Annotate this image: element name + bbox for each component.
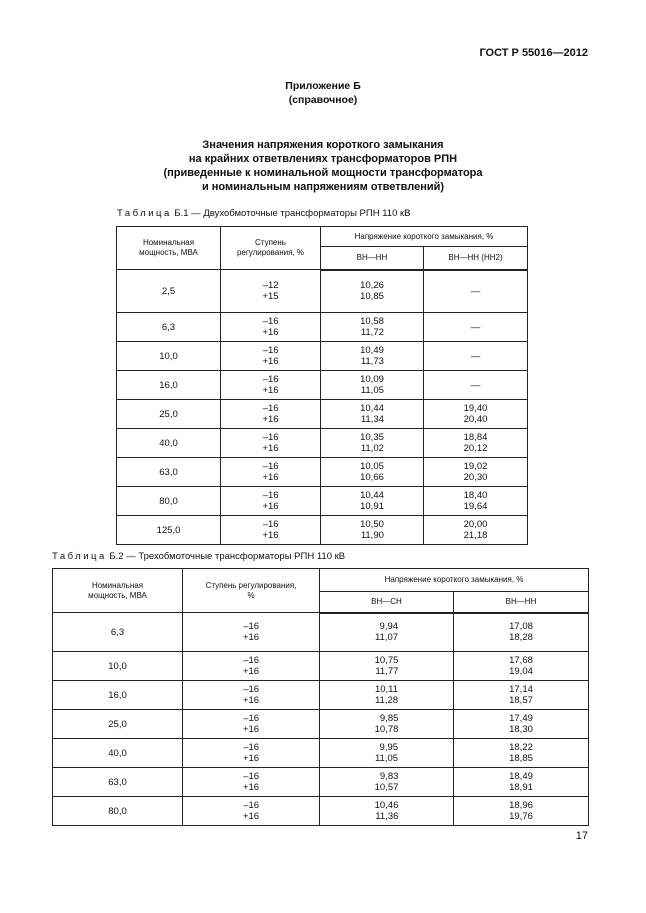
cell-v1-values — [375, 800, 399, 822]
cell-v2-value: 19,02 — [463, 461, 488, 472]
cell-v2 — [454, 613, 589, 652]
cell-step-value: –16 — [243, 713, 260, 724]
cell-v2 — [454, 768, 589, 797]
table1-caption-word: Таблица — [117, 208, 172, 219]
cell-v1-values — [360, 432, 384, 454]
cell-v1-values — [360, 316, 384, 338]
header-power: Номинальная мощность, МВА — [53, 569, 183, 613]
subheader-vn-nn: ВН—НН — [454, 592, 589, 613]
standard-number: ГОСТ Р 55016—2012 — [479, 47, 588, 59]
cell-step-value: +16 — [262, 327, 279, 338]
cell-v2-values — [509, 684, 533, 706]
table-row — [53, 739, 589, 768]
cell-v2-values — [471, 380, 481, 391]
table-row — [53, 797, 589, 826]
cell-v1-value: 9,83 — [379, 771, 399, 782]
cell-power: 2,5 — [117, 270, 221, 313]
cell-v2 — [454, 652, 589, 681]
cell-v1-value: 11,34 — [360, 414, 384, 425]
cell-v1-value: 11,05 — [360, 385, 384, 396]
cell-step-value: +16 — [242, 666, 260, 677]
cell-step-values — [262, 461, 278, 483]
cell-v2 — [454, 797, 589, 826]
cell-step-value: +16 — [242, 695, 260, 706]
cell-v2-values — [464, 519, 488, 541]
cell-v2-value: 18,28 — [509, 632, 533, 644]
cell-v2-value: 18,85 — [509, 753, 533, 764]
cell-power: 125,0 — [117, 516, 221, 545]
cell-step-values — [243, 771, 259, 793]
cell-step-values — [243, 655, 259, 677]
cell-step-value: +16 — [262, 501, 279, 512]
table-row — [117, 342, 528, 371]
cell-v1-value: 11,05 — [374, 753, 399, 764]
cell-v1 — [321, 487, 424, 516]
cell-step-value: –16 — [262, 519, 279, 530]
cell-v1-values — [360, 519, 384, 541]
cell-v1 — [321, 458, 424, 487]
cell-v2-values — [464, 490, 488, 512]
table-b2 — [52, 568, 589, 826]
cell-v2 — [424, 270, 528, 313]
cell-v1 — [321, 313, 424, 342]
cell-v1 — [320, 710, 454, 739]
cell-v2-value: 18,57 — [509, 695, 533, 706]
cell-v2-value: 19,04 — [509, 666, 533, 677]
main-title-line: Значения напряжения короткого замыкания — [202, 139, 444, 151]
cell-v2 — [424, 429, 528, 458]
cell-v1-value: 10,58 — [360, 316, 384, 327]
cell-v1-value: 11,02 — [360, 443, 384, 454]
appendix-title: Приложение Б — [285, 80, 361, 92]
cell-v1 — [320, 797, 454, 826]
cell-v2-value: 17,49 — [509, 713, 533, 724]
table-row — [117, 400, 528, 429]
cell-v1-value: 10,05 — [360, 461, 384, 472]
cell-v1-values — [375, 713, 399, 735]
cell-v1-value: 10,91 — [360, 501, 384, 512]
cell-v1-value: 10,50 — [360, 519, 384, 530]
cell-v1-values — [375, 742, 398, 764]
table2-caption-text: Б.2 — Трехобмоточные трансформаторы РПН 110 кВ — [106, 551, 346, 562]
cell-v1-value: 11,28 — [374, 695, 399, 706]
cell-v1-values — [375, 621, 398, 643]
cell-step-value: –16 — [262, 490, 279, 501]
cell-v2-value: 18,91 — [509, 782, 533, 793]
cell-v1-value: 11,36 — [375, 811, 399, 822]
header-step: Ступень регулирования, % — [221, 227, 321, 270]
cell-step — [183, 613, 320, 652]
cell-v1-value: 10,78 — [374, 724, 399, 735]
cell-v1-value: 11,90 — [360, 530, 384, 541]
cell-step — [221, 429, 321, 458]
cell-step-value: –16 — [262, 374, 279, 385]
cell-v2-value: 19,40 — [463, 403, 488, 414]
cell-step — [221, 270, 321, 313]
cell-v2-values — [464, 403, 488, 425]
cell-step — [221, 400, 321, 429]
cell-v1-value: 11,07 — [374, 632, 399, 644]
table-row — [117, 313, 528, 342]
cell-power: 80,0 — [53, 797, 183, 826]
table-row — [117, 429, 528, 458]
cell-v2-values — [509, 800, 533, 822]
cell-v2 — [424, 516, 528, 545]
cell-v2-value: 20,00 — [463, 519, 488, 530]
cell-step-value: –16 — [243, 621, 260, 632]
header-voltage: Напряжение короткого замыкания, % — [321, 227, 528, 247]
cell-v1-value: 10,11 — [374, 684, 399, 695]
cell-step — [183, 768, 320, 797]
main-title-line: (приведенные к номинальной мощности трансформатора — [163, 167, 483, 179]
cell-step-values — [262, 432, 278, 454]
table-row — [117, 371, 528, 400]
cell-v2-values — [509, 621, 533, 643]
cell-v1-value: 10,35 — [360, 432, 384, 443]
cell-v1-value: 10,44 — [360, 403, 384, 414]
cell-v1-value: 9,94 — [379, 621, 399, 633]
cell-v1-value: 10,09 — [360, 374, 384, 385]
cell-power: 6,3 — [117, 313, 221, 342]
cell-power: 25,0 — [117, 400, 221, 429]
cell-power: 40,0 — [117, 429, 221, 458]
cell-v2-value: — — [470, 285, 481, 297]
cell-step — [221, 342, 321, 371]
cell-power: 80,0 — [117, 487, 221, 516]
cell-step-value: +16 — [242, 632, 260, 643]
cell-step — [221, 371, 321, 400]
cell-v1-value: 10,75 — [374, 655, 399, 666]
cell-v1 — [321, 516, 424, 545]
cell-v1-values — [375, 771, 399, 793]
cell-step-value: –16 — [243, 800, 260, 811]
table-row — [53, 710, 589, 739]
cell-v2 — [454, 710, 589, 739]
main-title-line: на крайних ответвлениях трансформаторов РПН — [188, 153, 458, 165]
table-b1 — [116, 226, 528, 545]
cell-v2 — [454, 681, 589, 710]
cell-step-value: –16 — [262, 345, 279, 356]
cell-v1-value: 10,44 — [360, 490, 384, 501]
cell-step-values — [243, 621, 259, 643]
cell-v1-values — [360, 461, 384, 483]
table-row — [53, 681, 589, 710]
page-number: 17 — [575, 830, 588, 842]
cell-step — [183, 681, 320, 710]
cell-step-values — [262, 345, 278, 367]
cell-v1-values — [360, 345, 384, 367]
cell-step-values — [262, 280, 278, 302]
cell-v1 — [320, 681, 454, 710]
cell-step-value: +16 — [242, 753, 260, 764]
cell-v1-value: 11,72 — [360, 327, 384, 338]
cell-v1 — [321, 371, 424, 400]
cell-v2-value: 18,40 — [463, 490, 488, 501]
cell-v1-values — [360, 374, 384, 396]
cell-step — [183, 710, 320, 739]
cell-step-value: +16 — [262, 385, 279, 396]
cell-step-values — [243, 684, 259, 706]
cell-step — [221, 516, 321, 545]
cell-v2-values — [471, 351, 481, 362]
main-title — [0, 138, 646, 194]
cell-v2-value: 18,22 — [509, 742, 533, 753]
cell-power: 16,0 — [117, 371, 221, 400]
cell-v2 — [454, 739, 589, 768]
cell-v1-value: 10,46 — [374, 800, 399, 811]
cell-step-value: +16 — [262, 356, 279, 367]
cell-v2-value: — — [470, 321, 481, 333]
table-row — [53, 768, 589, 797]
cell-v2-value: 19,76 — [509, 811, 533, 822]
cell-v1 — [321, 342, 424, 371]
cell-v2-value: 20,40 — [463, 414, 488, 425]
cell-v2-value: 18,49 — [509, 771, 533, 782]
cell-step-value: +16 — [262, 472, 279, 483]
cell-v2-values — [471, 322, 481, 333]
cell-step — [221, 458, 321, 487]
header-step: Ступень регулирования, % — [183, 569, 320, 613]
cell-step-values — [262, 403, 278, 425]
cell-v1-value: 11,77 — [375, 666, 399, 677]
subheader-vn-nn: ВН—НН — [321, 247, 424, 270]
cell-v1-values — [375, 655, 399, 677]
cell-v2-value: — — [470, 350, 481, 362]
main-title-line: и номинальным напряжениям ответвлений) — [201, 181, 445, 193]
cell-v2-values — [509, 742, 533, 764]
cell-power: 16,0 — [53, 681, 183, 710]
cell-v1 — [320, 768, 454, 797]
cell-step-value: –16 — [262, 403, 279, 414]
cell-power: 63,0 — [117, 458, 221, 487]
cell-v2 — [424, 487, 528, 516]
cell-v1 — [320, 652, 454, 681]
cell-power: 6,3 — [53, 613, 183, 652]
cell-v2-values — [464, 432, 488, 454]
cell-step-values — [243, 742, 259, 764]
cell-v1 — [321, 429, 424, 458]
cell-v2-values — [509, 655, 533, 677]
table2-caption-word: Таблица — [52, 551, 107, 562]
cell-step-value: +16 — [262, 530, 279, 541]
table2-caption — [52, 551, 345, 562]
header-power: Номинальная мощность, МВА — [117, 227, 221, 270]
cell-v2-values — [471, 286, 481, 297]
subheader-vn-sn: ВН—СН — [320, 592, 454, 613]
cell-power: 63,0 — [53, 768, 183, 797]
cell-v2-value: 20,30 — [463, 472, 488, 483]
cell-v2 — [424, 313, 528, 342]
cell-step-value: +16 — [262, 443, 279, 454]
cell-step-value: –16 — [262, 432, 279, 443]
cell-v2 — [424, 342, 528, 371]
cell-step-value: +16 — [242, 782, 260, 793]
cell-v2-values — [509, 713, 533, 735]
cell-power: 10,0 — [53, 652, 183, 681]
cell-v1-value: 10,66 — [360, 472, 384, 483]
appendix-heading — [0, 79, 646, 107]
cell-v1-value: 10,26 — [360, 280, 384, 292]
table-row — [117, 458, 528, 487]
table-row — [117, 270, 528, 313]
cell-step-value: –12 — [262, 280, 279, 291]
cell-v1-value: 10,49 — [360, 345, 384, 356]
cell-v1-values — [360, 403, 384, 425]
table1-caption — [117, 208, 411, 219]
cell-step-value: –16 — [243, 771, 260, 782]
cell-v2-value: 17,14 — [509, 684, 533, 695]
cell-step-values — [262, 490, 278, 512]
cell-step-value: –16 — [243, 684, 260, 695]
cell-v1-value: 9,85 — [379, 713, 399, 724]
cell-v2 — [424, 371, 528, 400]
appendix-note: (справочное) — [288, 94, 358, 106]
cell-step-values — [243, 800, 259, 822]
cell-v2-value: 18,84 — [463, 432, 488, 443]
cell-v2-value: — — [470, 379, 481, 391]
cell-v1-value: 10,57 — [374, 782, 399, 793]
table-row — [53, 652, 589, 681]
cell-step-value: –16 — [262, 316, 279, 327]
cell-v1 — [320, 613, 454, 652]
cell-v1-value: 9,95 — [379, 742, 399, 753]
cell-step-values — [262, 519, 278, 541]
cell-v2-value: 18,30 — [509, 724, 533, 735]
cell-v1-value: 10,85 — [360, 291, 384, 303]
cell-v1 — [321, 400, 424, 429]
cell-v2-values — [509, 771, 533, 793]
table-row — [117, 487, 528, 516]
cell-v2 — [424, 400, 528, 429]
cell-power: 10,0 — [117, 342, 221, 371]
cell-step-values — [262, 374, 278, 396]
cell-v2-value: 17,08 — [509, 621, 533, 633]
cell-v2-value: 20,12 — [463, 443, 488, 454]
cell-step — [221, 313, 321, 342]
header-voltage: Напряжение короткого замыкания, % — [320, 569, 589, 592]
cell-step-value: +16 — [242, 811, 260, 822]
cell-power: 25,0 — [53, 710, 183, 739]
table1-caption-text: Б.1 — Двухобмоточные трансформаторы РПН 110 кВ — [171, 208, 411, 219]
table-row — [117, 516, 528, 545]
cell-step — [221, 487, 321, 516]
table-row — [53, 613, 589, 652]
cell-step-values — [262, 316, 278, 338]
cell-step-value: –16 — [243, 655, 260, 666]
cell-v2-value: 18,96 — [509, 800, 533, 811]
subheader-vn-nn2: ВН—НН (НН2) — [424, 247, 528, 270]
cell-step-value: –16 — [262, 461, 279, 472]
cell-v2-values — [464, 461, 488, 483]
cell-step — [183, 797, 320, 826]
cell-step — [183, 739, 320, 768]
cell-v2-value: 19,64 — [463, 501, 488, 512]
cell-v2-value: 21,18 — [463, 530, 488, 541]
cell-step-value: +16 — [262, 414, 279, 425]
cell-step-value: +15 — [262, 291, 279, 302]
cell-step — [183, 652, 320, 681]
cell-step-value: –16 — [243, 742, 260, 753]
cell-v1-values — [360, 280, 384, 302]
cell-v2 — [424, 458, 528, 487]
cell-step-value: +16 — [242, 724, 260, 735]
cell-v1-values — [375, 684, 398, 706]
cell-v2-value: 17,68 — [509, 655, 533, 666]
cell-v1 — [320, 739, 454, 768]
cell-step-values — [243, 713, 259, 735]
cell-v1-value: 11,73 — [360, 356, 384, 367]
cell-v1 — [321, 270, 424, 313]
cell-v1-values — [360, 490, 384, 512]
cell-power: 40,0 — [53, 739, 183, 768]
